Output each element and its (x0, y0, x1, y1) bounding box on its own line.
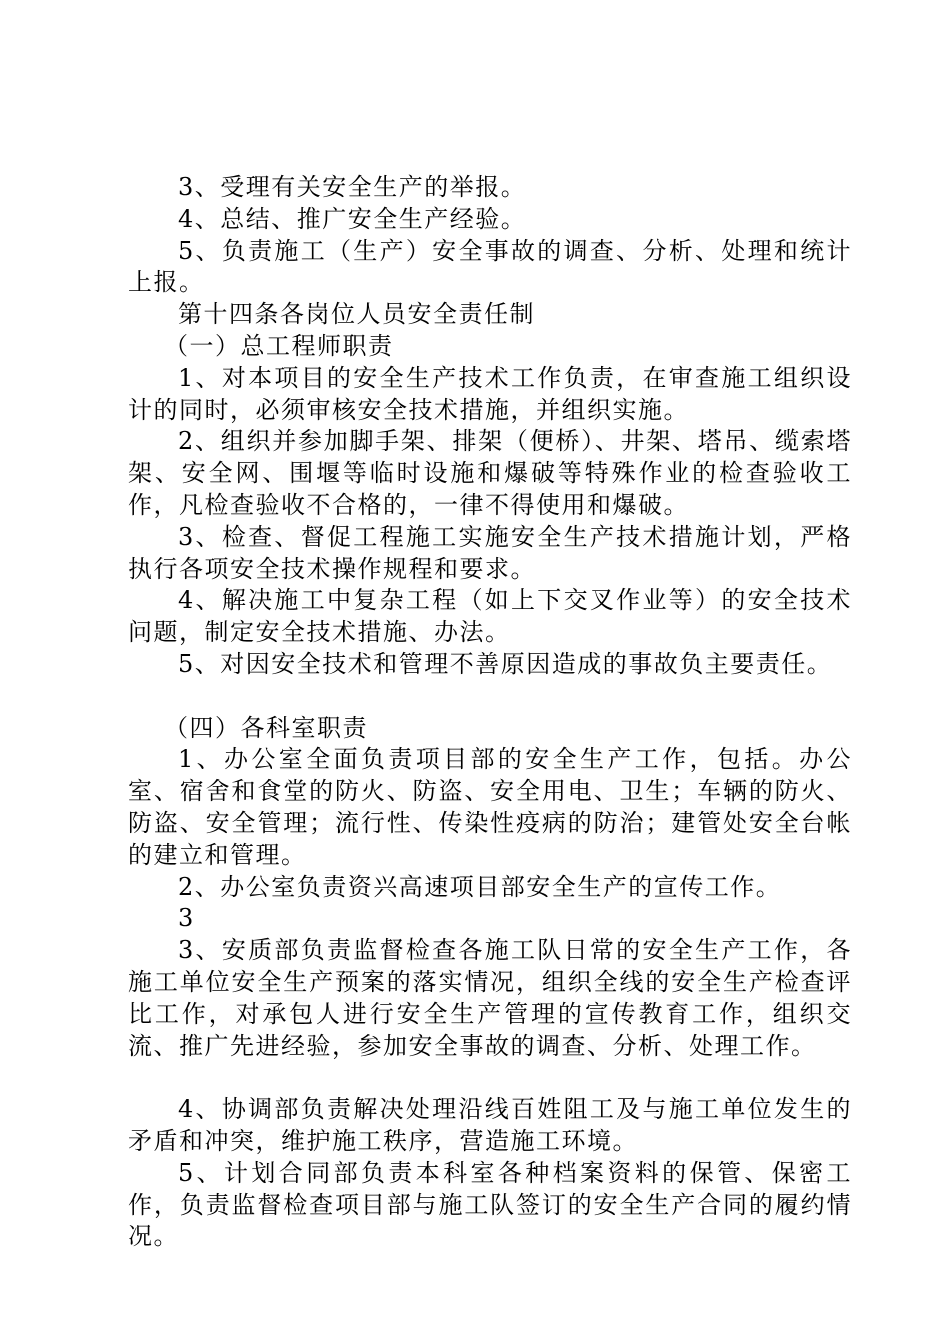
paragraph-6: 1、对本项目的安全生产技术工作负责，在审查施工组织设计的同时，必须审核安全技术措施，并组织实施。 (128, 363, 852, 424)
paragraph-10: 5、对因安全技术和管理不善原因造成的事故负主要责任。 (178, 649, 833, 678)
document-body (128, 172, 852, 1253)
paragraph-19: 5、计划合同部负责本科室各种档案资料的保管、保密工作，负责监督检查项目部与施工队签订的安全生产合同的履约情况。 (128, 1158, 852, 1251)
paragraph-9: 4、解决施工中复杂工程（如上下交叉作业等）的安全技术问题，制定安全技术措施、办法。 (128, 586, 852, 647)
section-heading-chief-engineer: （一）总工程师职责 (164, 331, 394, 360)
paragraph-16: 3、安质部负责监督检查各施工队日常的安全生产工作，各施工单位安全生产预案的落实情况，组织全线的安全生产检查评比工作，对承包人进行安全生产管理的宣传教育工作，组织交流、推广先进经验，参加安全事故的调查、分析、处理工作。 (128, 936, 852, 1060)
paragraph-1: 3、受理有关安全生产的举报。 (178, 173, 527, 201)
blank-line (128, 1062, 852, 1094)
paragraph-3: 5、负责施工（生产）安全事故的调查、分析、处理和统计上报。 (128, 236, 852, 297)
paragraph-15: 3 (178, 904, 195, 933)
article-heading: 第十四条各岗位人员安全责任制 (178, 300, 535, 329)
paragraph-7: 2、组织并参加脚手架、排架（便桥）、井架、塔吊、缆索塔架、安全网、围堰等临时设施和爆破等特殊作业的检查验收工作，凡检查验收不合格的，一律不得使用和爆破。 (128, 427, 852, 519)
paragraph-13: 1、办公室全面负责项目部的安全生产工作，包括。办公室、宿舍和食堂的防火、防盗、安全用电、卫生；车辆的防火、防盗、安全管理；流行性、传染性疫病的防治；建管处安全台帐的建立和管理。 (128, 745, 852, 869)
paragraph-8: 3、检查、督促工程施工实施安全生产技术措施计划，严格执行各项安全技术操作规程和要求。 (128, 522, 852, 583)
blank-line (128, 681, 852, 713)
paragraph-2: 4、总结、推广安全生产经验。 (178, 204, 527, 233)
paragraph-18: 4、协调部负责解决处理沿线百姓阻工及与施工单位发生的矛盾和冲突，维护施工秩序，营造施工环境。 (128, 1095, 852, 1155)
section-heading-departments: （四）各科室职责 (164, 713, 368, 742)
paragraph-14: 2、办公室负责资兴高速项目部安全生产的宣传工作。 (178, 872, 782, 901)
